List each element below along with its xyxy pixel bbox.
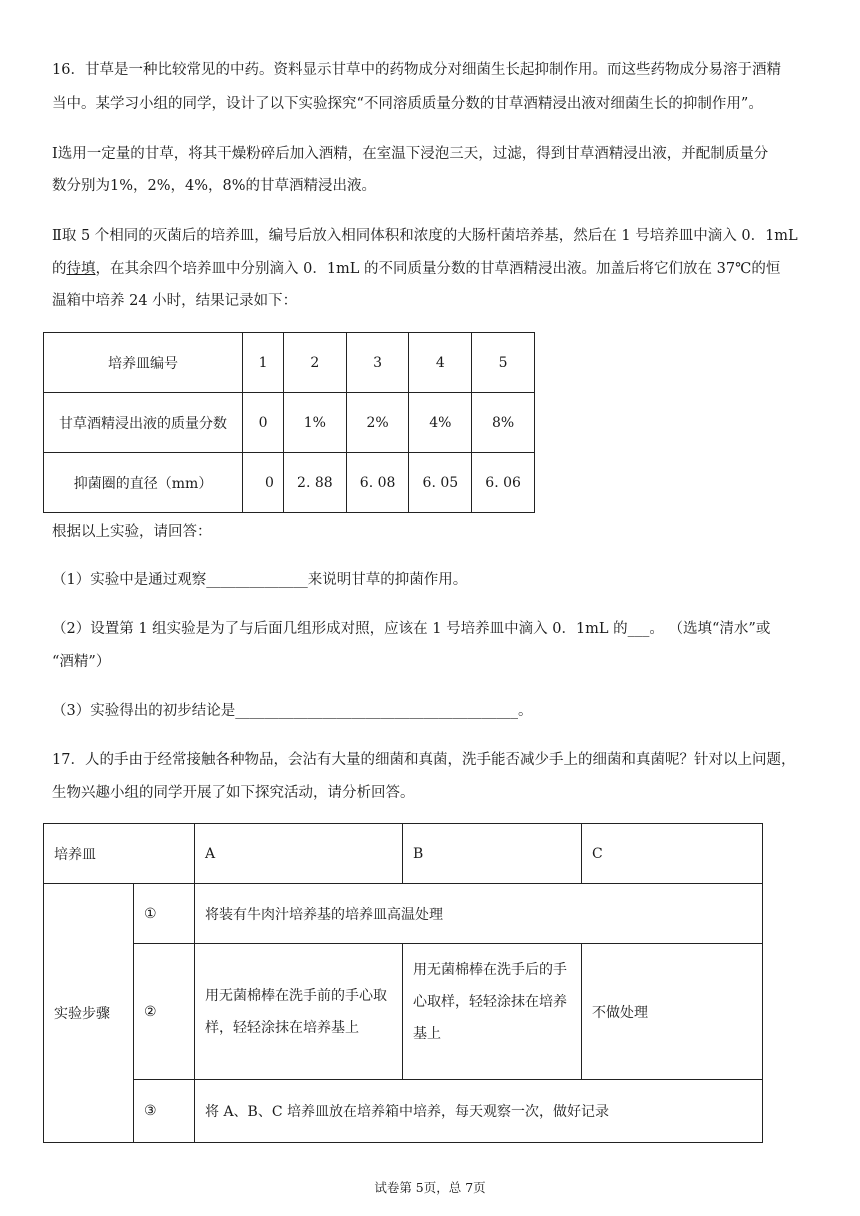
table-cell: 甘草酒精浸出液的质量分数 (44, 393, 243, 453)
table-cell: 4% (409, 393, 472, 453)
q16-line1: 16．甘草是一种比较常见的中药。资料显示甘草中的药物成分对细菌生长起抑制作用。而这些药物成分易溶于酒精 (52, 62, 781, 78)
table-row (44, 884, 763, 944)
table-cell: 1% (283, 393, 346, 453)
table-cell: 用无菌棉棒在洗手后的手心取样，轻轻涂抹在培养基上 (403, 944, 582, 1080)
table-cell: 不做处理 (582, 944, 763, 1080)
q16-step2-line1: Ⅱ取 5 个相同的灭菌后的培养皿，编号后放入相同体积和浓度的大肠杆菌培养基，然后在 1 号培养皿中滴入 0．1mL (52, 228, 798, 244)
table-cell: A (195, 824, 403, 884)
q16-sub1: （1）实验中是通过观察______________来说明甘草的抑菌作用。 (52, 572, 468, 588)
table-row (44, 1080, 763, 1143)
table-cell: 将 A、B、C 培养皿放在培养箱中培养，每天观察一次，做好记录 (195, 1080, 763, 1143)
table-cell: 2% (346, 393, 409, 453)
table-cell: 5 (472, 333, 535, 393)
table-cell: 用无菌棉棒在洗手前的手心取样，轻轻涂抹在培养基上 (195, 944, 403, 1080)
table-cell: 抑菌圈的直径（mm） (44, 453, 243, 513)
q16-prompt: 根据以上实验，请回答： (52, 524, 212, 540)
table-cell: B (403, 824, 582, 884)
table-cell: 培养皿 (44, 824, 195, 884)
table-cell: 2 (283, 333, 346, 393)
q16-step1-line1: Ⅰ选用一定量的甘草，将其干燥粉碎后加入酒精，在室温下浸泡三天，过滤，得到甘草酒精浸出液，并配制质量分 (52, 146, 769, 162)
table-cell: 3 (346, 333, 409, 393)
table-cell: 将装有牛肉汁培养基的培养皿高温处理 (195, 884, 763, 944)
q16-step2-text-a: 的 (52, 261, 67, 277)
table-cell: 实验步骤 (44, 884, 134, 1143)
q16-step2-text-b: ，在其余四个培养皿中分别滴入 0．1mL 的不同质量分数的甘草酒精浸出液。加盖后将它们放在 37℃的恒 (95, 261, 781, 277)
table-cell: 8% (472, 393, 535, 453)
q16-step1-line2: 数分别为1%，2%，4%，8%的甘草酒精浸出液。 (52, 178, 377, 194)
table-cell: 6. 05 (409, 453, 472, 513)
q16-sub2-line1: （2）设置第 1 组实验是为了与后面几组形成对照，应该在 1 号培养皿中滴入 0．1mL 的___。 （选填“清水”或 (52, 621, 771, 637)
table-row (44, 393, 535, 453)
table-row (44, 333, 535, 393)
table-cell: 2. 88 (283, 453, 346, 513)
table-row (44, 824, 763, 884)
q16-sub3: （3）实验得出的初步结论是_______________________________________。 (52, 703, 533, 719)
table-cell: 1 (243, 333, 284, 393)
q17-line2: 生物兴趣小组的同学开展了如下探究活动，请分析回答。 (52, 785, 415, 801)
table-cell: ③ (134, 1080, 195, 1143)
table-cell: 4 (409, 333, 472, 393)
q17-line1: 17．人的手由于经常接触各种物品，会沾有大量的细菌和真菌，洗手能否减少手上的细菌和真菌呢？针对以上问题， (52, 752, 796, 768)
q16-step2-line3: 温箱中培养 24 小时，结果记录如下： (52, 293, 298, 309)
q17-steps-table (43, 823, 763, 1143)
q16-step2-blank: 待填 (66, 261, 96, 277)
table-cell: 0 (243, 393, 284, 453)
page-footer: 试卷第 5页，总 7页 (374, 1180, 486, 1195)
table-cell: ① (134, 884, 195, 944)
table-cell: 6. 08 (346, 453, 409, 513)
q16-step2-line2 (52, 259, 812, 279)
q16-line2: 当中。某学习小组的同学，设计了以下实验探究“不同溶质质量分数的甘草酒精浸出液对细菌生长的抑制作用”。 (52, 96, 763, 112)
table-cell: 培养皿编号 (44, 333, 243, 393)
table-row (44, 453, 535, 513)
table-cell: C (582, 824, 763, 884)
table-row (44, 944, 763, 1080)
table-cell: 0 (243, 453, 284, 513)
q16-sub2-line2: “酒精”） (52, 654, 111, 670)
q16-results-table (43, 332, 535, 513)
table-cell: ② (134, 944, 195, 1080)
table-cell: 6. 06 (472, 453, 535, 513)
